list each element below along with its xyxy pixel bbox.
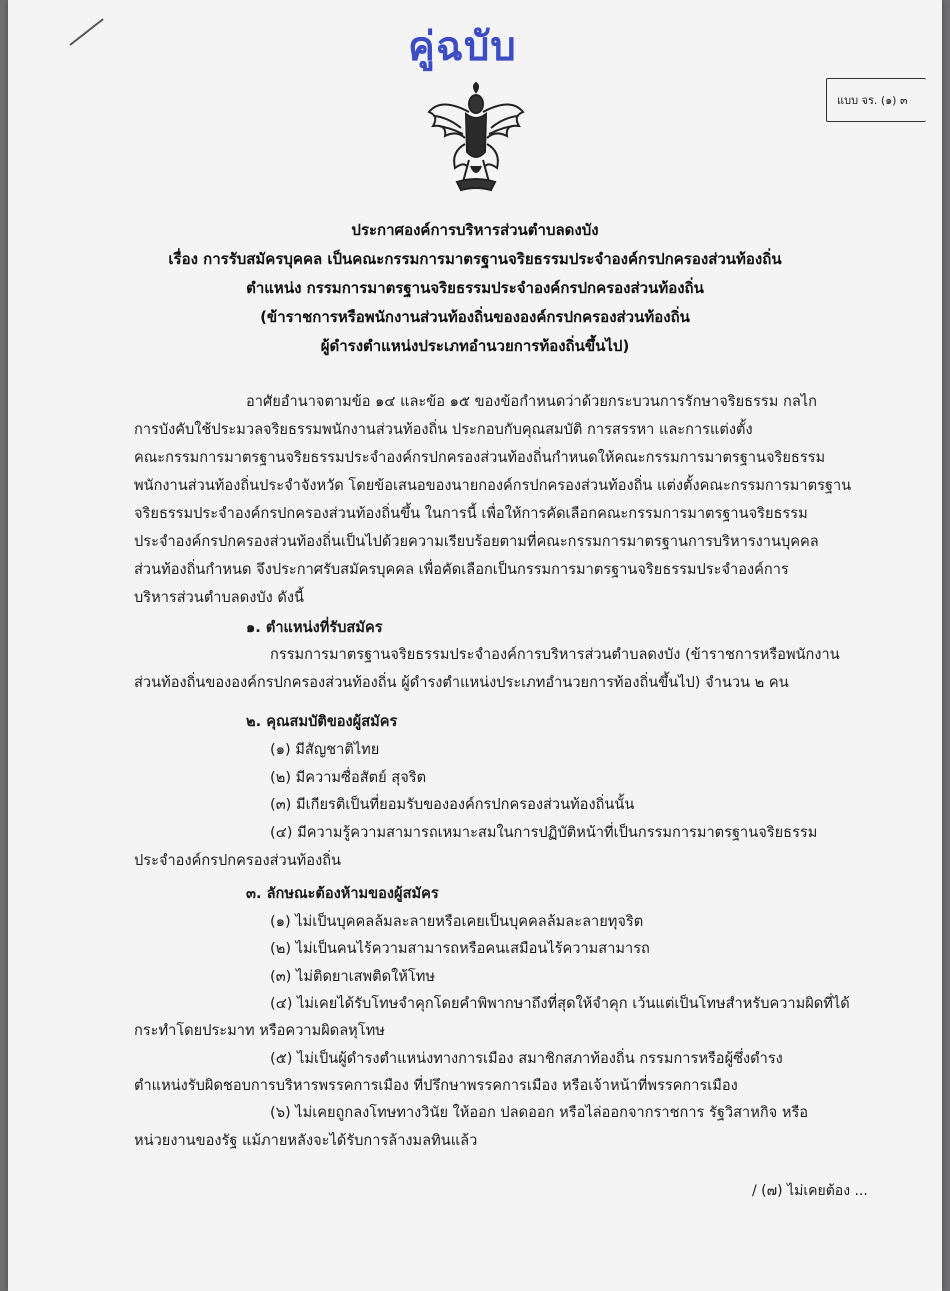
heading-line-1: ประกาศองค์การบริหารส่วนตำบลดงบัง — [351, 221, 599, 239]
form-code-box — [826, 78, 926, 122]
section-3-item: กระทำโดยประมาท หรือความผิดลหุโทษ — [134, 1022, 385, 1039]
section-3-item: (๕) ไม่เป็นผู้ดำรงตำแหน่งทางการเมือง สมาชิกสภาท้องถิ่น กรรมการหรือผู้ซึ่งดำรง — [270, 1050, 783, 1067]
intro-line: จริยธรรมประจำองค์กรปกครองส่วนท้องถิ่นขึ้น ในการนี้ เพื่อให้การคัดเลือกคณะกรรมการมาตรฐานจริยธรรม — [134, 505, 808, 522]
section-3-item: หน่วยงานของรัฐ แม้ภายหลังจะได้รับการล้างมลทินแล้ว — [134, 1132, 478, 1149]
heading-line-4: (ข้าราชการหรือพนักงานส่วนท้องถิ่นขององค์กรปกครองส่วนท้องถิ่น — [260, 308, 690, 326]
section-2-item: (๑) มีสัญชาติไทย — [270, 741, 380, 758]
heading-line-2: เรื่อง การรับสมัครบุคคล เป็นคณะกรรมการมาตรฐานจริยธรรมประจำองค์กรปกครองส่วนท้องถิ่น — [168, 250, 782, 268]
copy-stamp: คู่ฉบับ — [408, 24, 517, 70]
section-1-line: ส่วนท้องถิ่นขององค์กรปกครองส่วนท้องถิ่น ผู้ดำรงตำแหน่งประเภทอำนวยการท้องถิ่นขึ้นไป) จำนวน ๒ คน — [134, 674, 789, 691]
heading-line-5: ผู้ดำรงตำแหน่งประเภทอำนวยการท้องถิ่นขึ้นไป) — [320, 337, 630, 355]
heading-line-3: ตำแหน่ง กรรมการมาตรฐานจริยธรรมประจำองค์กรปกครองส่วนท้องถิ่น — [246, 279, 704, 297]
section-3-item: (๒) ไม่เป็นคนไร้ความสามารถหรือคนเสมือนไร้ความสามารถ — [270, 940, 650, 957]
pen-mark — [69, 18, 103, 45]
section-1-title: ๑. ตำแหน่งที่รับสมัคร — [246, 619, 383, 636]
intro-line: ประจำองค์กรปกครองส่วนท้องถิ่นเป็นไปด้วยความเรียบร้อยตามที่คณะกรรมการมาตรฐานการบริหารงานบุคคล — [134, 533, 819, 550]
section-3-title: ๓. ลักษณะต้องห้ามของผู้สมัคร — [246, 885, 439, 902]
intro-line: บริหารส่วนตำบลดงบัง ดังนี้ — [134, 589, 304, 606]
intro-line: พนักงานส่วนท้องถิ่นประจำจังหวัด โดยข้อเสนอของนายกองค์กรปกครองส่วนท้องถิ่น แต่งตั้งคณะกรรมการมาตรฐาน — [134, 477, 852, 494]
section-2-title: ๒. คุณสมบัติของผู้สมัคร — [246, 713, 398, 730]
section-2-cont: ประจำองค์กรปกครองส่วนท้องถิ่น — [134, 852, 342, 869]
intro-line: อาศัยอำนาจตามข้อ ๑๔ และข้อ ๑๕ ของข้อกำหนดว่าด้วยกระบวนการรักษาจริยธรรม กลไก — [246, 393, 817, 410]
section-2-item: (๔) มีความรู้ความสามารถเหมาะสมในการปฏิบัติหน้าที่เป็นกรรมการมาตรฐานจริยธรรม — [270, 824, 818, 841]
section-1-line: กรรมการมาตรฐานจริยธรรมประจำองค์การบริหารส่วนตำบลดงบัง (ข้าราชการหรือพนักงาน — [270, 646, 840, 663]
document-page — [8, 0, 942, 1291]
section-3-item: (๓) ไม่ติดยาเสพติดให้โทษ — [270, 968, 435, 985]
continuation-note: / (๗) ไม่เคยต้อง ... — [752, 1183, 868, 1199]
intro-line: การบังคับใช้ประมวลจริยธรรมพนักงานส่วนท้องถิ่น ประกอบกับคุณสมบัติ การสรรหา และการแต่งตั้ง — [134, 421, 753, 438]
section-3-item: (๑) ไม่เป็นบุคคลล้มละลายหรือเคยเป็นบุคคลล้มละลายทุจริต — [270, 913, 644, 930]
section-2-item: (๓) มีเกียรติเป็นที่ยอมรับขององค์กรปกครองส่วนท้องถิ่นนั้น — [270, 796, 635, 813]
section-3-item: (๖) ไม่เคยถูกลงโทษทางวินัย ให้ออก ปลดออก หรือไล่ออกจากราชการ รัฐวิสาหกิจ หรือ — [270, 1104, 809, 1121]
section-3-item: (๔) ไม่เคยได้รับโทษจำคุกโดยคำพิพากษาถึงที่สุดให้จำคุก เว้นแต่เป็นโทษสำหรับความผิดที่ได้ — [270, 995, 850, 1012]
section-3-item: ตำแหน่งรับผิดชอบการบริหารพรรคการเมือง ที่ปรึกษาพรรคการเมือง หรือเจ้าหน้าที่พรรคการเมือง — [134, 1077, 738, 1094]
intro-line: คณะกรรมการมาตรฐานจริยธรรมประจำองค์กรปกครองส่วนท้องถิ่นกำหนดให้คณะกรรมการมาตรฐานจริยธรรม — [134, 449, 826, 466]
section-2-item: (๒) มีความซื่อสัตย์ สุจริต — [270, 769, 427, 786]
garuda-emblem-icon — [421, 82, 531, 197]
intro-line: ส่วนท้องถิ่นกำหนด จึงประกาศรับสมัครบุคคล เพื่อคัดเลือกเป็นกรรมการมาตรฐานจริยธรรมประจำองค์การ — [134, 561, 789, 578]
form-code: แบบ จร. (๑) ๓ — [837, 94, 908, 107]
